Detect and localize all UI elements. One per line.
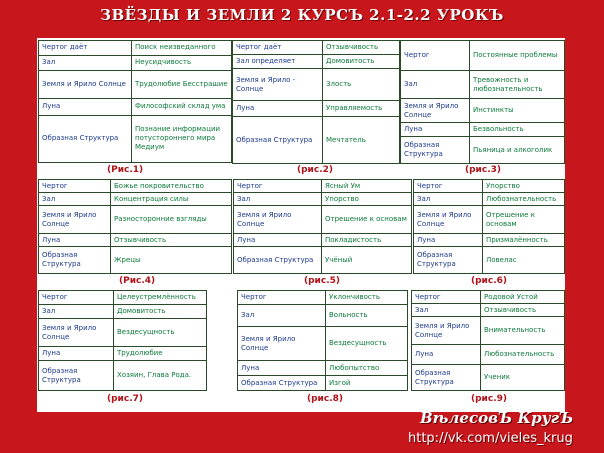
table-row [39, 180, 232, 193]
row-key: Зал [39, 55, 132, 70]
table-row [39, 234, 232, 247]
table-row [39, 291, 207, 305]
row-key: Земля и Ярило - Солнце [233, 69, 323, 101]
row-key: Земля и Ярило Солнце [412, 317, 481, 345]
row-key: Образная Структура [39, 115, 132, 162]
page-title: ЗВЁЗДЫ И ЗЕМЛИ 2 КУРСЪ 2.1-2.2 УРОКЪ [100, 6, 504, 24]
row-key: Земля и Ярило Солнце [39, 70, 132, 98]
table-ris-2 [232, 40, 400, 164]
table-row [39, 193, 232, 206]
table-row [412, 345, 565, 365]
row-key: Образная Структура [414, 247, 483, 274]
table-ris-3 [400, 40, 565, 164]
table-row [39, 319, 207, 347]
table-row [238, 305, 408, 327]
row-key: Луна [39, 234, 111, 247]
table-row [412, 304, 565, 317]
table-row [39, 70, 232, 98]
caption-ris-5: (рис.5) [304, 276, 340, 286]
table-ris-5 [233, 179, 412, 274]
table-row [233, 55, 400, 69]
table-row [238, 361, 408, 376]
table-row [401, 123, 565, 137]
table-row [39, 55, 232, 70]
table-row [414, 206, 565, 234]
row-value: Божье покровительство [111, 180, 232, 193]
table-row [401, 41, 565, 71]
row-key: Чертог [39, 180, 111, 193]
row-key: Чертог [412, 291, 481, 304]
table-row [401, 71, 565, 99]
row-value: Хозяин, Глава Рода. [114, 361, 207, 391]
table-ris-4 [38, 179, 232, 274]
table-ris-6 [413, 179, 565, 274]
row-key: Зал [39, 305, 114, 319]
table-row [234, 180, 412, 193]
table-row [234, 247, 412, 274]
table-ris-1 [38, 40, 232, 163]
row-value: Любопытство [326, 361, 408, 376]
caption-ris-8: (рис.8) [307, 394, 343, 404]
table-row [412, 365, 565, 391]
row-value: Родовой Устой [481, 291, 565, 304]
caption-ris-4: (Рис.4) [119, 276, 156, 286]
row-key: Зал определяет [233, 55, 323, 69]
table-row [414, 180, 565, 193]
table-row [234, 234, 412, 247]
row-key: Чертог [414, 180, 483, 193]
table-ris-8 [237, 290, 408, 391]
row-value: Изгой [326, 376, 408, 391]
row-key: Образная Структура [234, 247, 322, 274]
row-value: Разносторонние взгляды [111, 206, 232, 234]
row-value: Ловелас [483, 247, 565, 274]
row-key: Зал [412, 304, 481, 317]
row-value: Философский склад ума [132, 98, 232, 115]
row-value: Жрецы [111, 247, 232, 274]
row-value: Отрешение к основам [483, 206, 565, 234]
row-key: Чертог [238, 291, 326, 305]
row-value: Неусидчивость [132, 55, 232, 70]
table-row [39, 98, 232, 115]
group-url: http://vk.com/vieles_krug [408, 431, 573, 446]
row-value: Отзывчивость [481, 304, 565, 317]
row-key: Луна [233, 101, 323, 117]
table-row [39, 115, 232, 162]
row-value: Постоянные проблемы [470, 41, 565, 71]
table-row [39, 206, 232, 234]
table-row [238, 291, 408, 305]
table-row [414, 193, 565, 206]
row-key: Земля и Ярило Солнце [238, 327, 326, 361]
row-value: Поиск неизведанного [132, 41, 232, 56]
row-value: Упорство [322, 193, 412, 206]
table-row [238, 376, 408, 391]
row-key: Образная Структура [39, 361, 114, 391]
row-value: Ясный Ум [322, 180, 412, 193]
row-key: Зал [238, 305, 326, 327]
table-row [234, 206, 412, 234]
row-key: Чертог [39, 291, 114, 305]
row-key: Зал [234, 193, 322, 206]
row-key: Зал [414, 193, 483, 206]
row-value: Отзывчивость [323, 41, 400, 55]
row-value: Учёный [322, 247, 412, 274]
row-value: Ученик [481, 365, 565, 391]
table-row [414, 234, 565, 247]
table-row [233, 69, 400, 101]
table-row [39, 361, 207, 391]
caption-ris-1: (Рис.1) [107, 165, 144, 175]
caption-ris-3: (рис.3) [465, 165, 501, 175]
tables-panel [37, 38, 565, 412]
row-value: Домовитость [114, 305, 207, 319]
row-key: Земля и Ярило Солнце [414, 206, 483, 234]
row-value: Любознательность [483, 193, 565, 206]
row-value: Вольность [326, 305, 408, 327]
row-value: Познание информации потустороннего мира Медиум [132, 115, 232, 162]
caption-ris-2: (рис.2) [297, 165, 333, 175]
row-value: Любознательность [481, 345, 565, 365]
table-row [39, 247, 232, 274]
row-key: Чертог даёт [233, 41, 323, 55]
table-row [412, 291, 565, 304]
row-key: Зал [401, 71, 470, 99]
row-value: Пьяница и алкоголик [470, 137, 565, 164]
row-value: Трудолюбие Бесстрашие [132, 70, 232, 98]
row-key: Луна [234, 234, 322, 247]
table-ris-9 [411, 290, 565, 391]
row-value: Инстинкты [470, 99, 565, 123]
row-value: Отзывчивость [111, 234, 232, 247]
row-key: Образная Структура [39, 247, 111, 274]
table-row [234, 193, 412, 206]
row-value: Домовитость [323, 55, 400, 69]
caption-ris-7: (рис.7) [107, 394, 143, 404]
row-value: Уклончивость [326, 291, 408, 305]
row-value: Концентрация силы [111, 193, 232, 206]
row-key: Образная Структура [401, 137, 470, 164]
row-value: Трудолюбие [114, 347, 207, 361]
row-value: Мечтатель [323, 117, 400, 164]
row-value: Внимательность [481, 317, 565, 345]
row-value: Целеустремлённость [114, 291, 207, 305]
row-key: Земля и Ярило Солнце [234, 206, 322, 234]
row-value: Безвольность [470, 123, 565, 137]
row-key: Земля и Ярило Солнце [401, 99, 470, 123]
row-value: Управляемость [323, 101, 400, 117]
table-row [401, 137, 565, 164]
row-value: Вездесущность [114, 319, 207, 347]
brand-logo-text: ВѣлесовЪ КругЪ [420, 409, 574, 427]
row-value: Злость [323, 69, 400, 101]
row-key: Луна [414, 234, 483, 247]
row-key: Чертог даёт [39, 41, 132, 56]
row-key: Луна [238, 361, 326, 376]
row-value: Вездесущность [326, 327, 408, 361]
table-row [233, 117, 400, 164]
caption-ris-9: (рис.9) [471, 394, 507, 404]
table-row [39, 305, 207, 319]
table-row [412, 317, 565, 345]
row-key: Образная Структура [412, 365, 481, 391]
row-key: Луна [401, 123, 470, 137]
row-value: Тревожность и любознательность [470, 71, 565, 99]
row-value: Отрешение к основам [322, 206, 412, 234]
row-value: Упорство [483, 180, 565, 193]
row-key: Луна [412, 345, 481, 365]
row-value: Покладистость [322, 234, 412, 247]
table-ris-7 [38, 290, 207, 391]
row-key: Зал [39, 193, 111, 206]
table-row [39, 347, 207, 361]
row-key: Чертог [234, 180, 322, 193]
table-row [39, 41, 232, 56]
table-row [401, 99, 565, 123]
row-key: Чертог [401, 41, 470, 71]
caption-ris-6: (рис.6) [471, 276, 507, 286]
table-row [233, 41, 400, 55]
row-key: Земля и Ярило Солнце [39, 206, 111, 234]
row-key: Луна [39, 347, 114, 361]
row-value: Призмалённость [483, 234, 565, 247]
table-row [238, 327, 408, 361]
row-key: Земля и Ярило Солнце [39, 319, 114, 347]
table-row [414, 247, 565, 274]
row-key: Образная Структура [238, 376, 326, 391]
table-row [233, 101, 400, 117]
row-key: Образная Структура [233, 117, 323, 164]
row-key: Луна [39, 98, 132, 115]
